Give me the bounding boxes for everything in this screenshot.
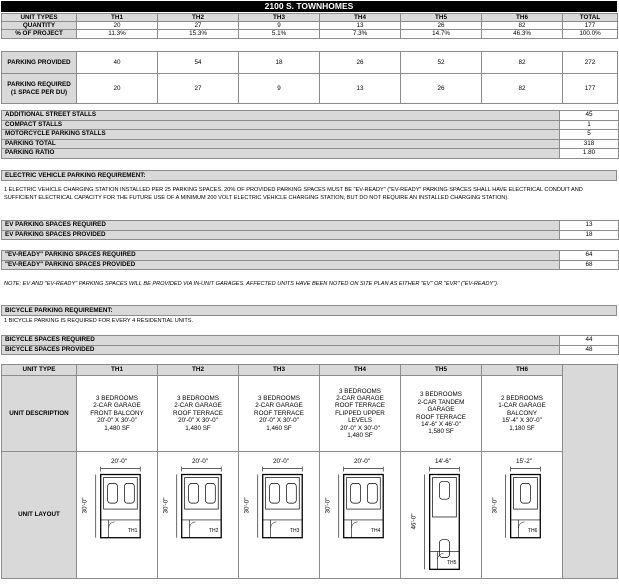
unit-description-line: ROOF TERRACE — [173, 409, 223, 417]
table-cell: 26 — [320, 52, 401, 74]
header-cell: TOTAL — [563, 14, 618, 22]
unit-mix-table — [1, 13, 618, 39]
table-cell: 26 — [401, 22, 482, 30]
plan-depth-dimension: 30'-0" — [81, 497, 89, 514]
plan-unit-tag: TH4 — [371, 528, 381, 534]
blank-cell — [563, 365, 618, 579]
ev-requirement-note: 1 ELECTRIC VEHICLE CHARGING STATION INSTALLED PER 25 PARKING SPACES. 20% OF PROVIDED PARKING SPACES MUST BE "EV-READY" ("EV-READY" PARKING SPACES SHALL HAVE ELECTRICAL CONDUIT AND SUFFICIENT ELECTRICAL CAPACITY FOR THE FUTURE USE OF A MINIMUM 200 VOLT ELECTRIC VEHICLE CHARGING STATION, BUT DO NOT REQUIRE AN INSTALLED CHARGING STATION). — [4, 187, 583, 201]
unit-description-line: 1,180 SF — [509, 424, 535, 432]
table-cell: 26 — [401, 74, 482, 104]
bicycle-note: 1 BICYCLE PARKING IS REQUIRED FOR EVERY 4 RESIDENTIAL UNITS. — [4, 318, 194, 324]
unit-description-label: UNIT DESCRIPTION — [2, 376, 77, 452]
ev-ready-value: 68 — [560, 260, 619, 270]
unit-description-line: 15'-4" X 30'-0" — [502, 417, 542, 425]
stall-row — [2, 130, 619, 140]
plan-unit-tag: TH6 — [528, 528, 538, 534]
plan-width-dimension: 15'-2" — [516, 458, 533, 465]
bicycle-label: BICYCLE SPACES PROVIDED — [2, 345, 560, 355]
ev-ready-row — [2, 260, 619, 270]
unit-description-cell — [158, 376, 239, 452]
unit-type-cell: TH2 — [158, 365, 239, 376]
unit-description-line: 2-CAR GARAGE — [336, 394, 384, 402]
table-cell: 272 — [563, 52, 618, 74]
ev-ready-label: "EV-READY" PARKING SPACES REQUIRED — [2, 251, 560, 261]
unit-description-line: 3 BEDROOMS — [339, 387, 381, 395]
unit-description-line: FLIPPED UPPER — [335, 409, 385, 417]
table-cell: 20 — [77, 22, 158, 30]
unit-description-line: 2-CAR TANDEM — [417, 398, 465, 406]
table-cell: 100.0% — [563, 30, 618, 38]
table-cell: 177 — [563, 74, 618, 104]
unit-description-line: ROOF TERRACE — [416, 413, 466, 421]
unit-layout-cell — [320, 452, 401, 579]
ev-value: 18 — [560, 230, 619, 240]
stall-value: 1.80 — [560, 149, 619, 159]
table-cell: 11.3% — [77, 30, 158, 38]
ev-label: EV PARKING SPACES PROVIDED — [2, 230, 560, 240]
table-cell: 18 — [239, 52, 320, 74]
ev-footnote: NOTE: EV AND "EV-READY" PARKING SPACES WILL BE PROVIDED VIA IN-UNIT GARAGES. AFFECTED UNITS HAVE BEEN NOTED ON SITE PLAN AS EITHER "EV" OR "EVR" ("EV-READY"). — [4, 281, 499, 287]
plan-width-dimension: 14'-6" — [435, 458, 452, 465]
bicycle-value: 44 — [560, 336, 619, 346]
stall-row — [2, 111, 619, 121]
header-cell: TH1 — [77, 14, 158, 22]
parking-required-row — [2, 74, 618, 104]
unit-layout-row — [2, 452, 618, 579]
table-cell: 82 — [482, 22, 563, 30]
stall-label: MOTORCYCLE PARKING STALLS — [2, 130, 560, 140]
table-cell: 9 — [239, 74, 320, 104]
stall-row — [2, 149, 619, 159]
ev-row — [2, 221, 619, 231]
unit-description-cell — [320, 376, 401, 452]
unit-description-line: LEVELS — [348, 417, 372, 425]
unit-layout-label: UNIT LAYOUT — [2, 452, 77, 579]
unit-description-line: ROOF TERRACE — [254, 409, 304, 417]
plan-depth-dimension: 30'-0" — [162, 497, 170, 514]
row-label: % OF PROJECT — [2, 30, 77, 38]
table-cell: 27 — [158, 22, 239, 30]
stall-row — [2, 139, 619, 149]
ev-label: EV PARKING SPACES REQUIRED — [2, 221, 560, 231]
table-cell: 52 — [401, 52, 482, 74]
stall-totals-table — [1, 110, 619, 159]
stall-label: PARKING TOTAL — [2, 139, 560, 149]
ev-ready-value: 64 — [560, 251, 619, 261]
plan-width-dimension: 20'-0" — [111, 458, 128, 465]
unit-description-line: 2-CAR GARAGE — [255, 402, 303, 410]
stall-value: 1 — [560, 120, 619, 130]
unit-description-line: 2 BEDROOMS — [501, 394, 543, 402]
plan-depth-dimension: 46'-0" — [410, 513, 418, 530]
unit-type-label: UNIT TYPE — [2, 365, 77, 376]
plan-outline — [430, 475, 460, 570]
stall-label: COMPACT STALLS — [2, 120, 560, 130]
table-cell: 54 — [158, 52, 239, 74]
unit-type-cell: TH3 — [239, 365, 320, 376]
bicycle-spaces-table — [1, 335, 619, 355]
unit-types-header-row — [2, 14, 618, 22]
plan-width-dimension: 20'-0" — [192, 458, 209, 465]
table-cell: 27 — [158, 74, 239, 104]
unit-layout-cell — [239, 452, 320, 579]
stall-value: 5 — [560, 130, 619, 140]
unit-floor-plan — [158, 452, 238, 578]
row-label: QUANTITY — [2, 22, 77, 30]
unit-description-line: 20'-0" X 30'-0" — [259, 417, 299, 425]
header-cell: TH3 — [239, 14, 320, 22]
table-cell: 15.3% — [158, 30, 239, 38]
row-label: PARKING PROVIDED — [2, 52, 77, 74]
unit-description-line: 1,480 SF — [347, 432, 373, 440]
unit-layout-cell — [401, 452, 482, 579]
unit-layout-cell — [77, 452, 158, 579]
bicycle-row — [2, 345, 619, 355]
plan-width-dimension: 20'-0" — [354, 458, 371, 465]
unit-description-line: 20'-0" X 30'-0" — [97, 417, 137, 425]
stall-label: PARKING RATIO — [2, 149, 560, 159]
unit-description-line: 3 BEDROOMS — [258, 394, 300, 402]
unit-description-cell — [239, 376, 320, 452]
unit-description-line: 20'-0" X 30'-0" — [340, 424, 380, 432]
table-cell: 177 — [563, 22, 618, 30]
stall-value: 318 — [560, 139, 619, 149]
unit-type-cell: TH1 — [77, 365, 158, 376]
header-cell: TH5 — [401, 14, 482, 22]
unit-type-cell: TH6 — [482, 365, 563, 376]
stall-row — [2, 120, 619, 130]
parking-provided-row — [2, 52, 618, 74]
unit-floor-plan — [482, 452, 562, 578]
plan-unit-tag: TH3 — [290, 528, 300, 534]
unit-description-line: GARAGE — [427, 406, 455, 414]
table-cell: 14.7% — [401, 30, 482, 38]
percent-row — [2, 30, 618, 38]
unit-description-line: 1,460 SF — [266, 424, 292, 432]
plan-depth-dimension: 30'-0" — [491, 497, 499, 514]
ev-row — [2, 230, 619, 240]
bicycle-heading: BICYCLE PARKING REQUIREMENT: — [1, 305, 617, 316]
unit-description-line: 1,480 SF — [104, 424, 130, 432]
ev-value: 13 — [560, 221, 619, 231]
table-cell: 7.3% — [320, 30, 401, 38]
unit-description-cell — [77, 376, 158, 452]
plan-width-dimension: 20'-0" — [273, 458, 290, 465]
unit-description-line: 2-CAR GARAGE — [93, 402, 141, 410]
unit-description-line: 1,580 SF — [428, 428, 454, 436]
parking-table — [1, 51, 618, 104]
unit-layout-cell — [482, 452, 563, 579]
unit-description-line: FRONT BALCONY — [90, 409, 144, 417]
unit-layout-cell — [158, 452, 239, 579]
table-cell: 46.3% — [482, 30, 563, 38]
table-cell: 13 — [320, 74, 401, 104]
ev-spaces-table — [1, 220, 619, 240]
unit-floor-plan — [320, 452, 400, 578]
unit-description-line: 1-CAR GARAGE — [498, 402, 546, 410]
unit-description-cell — [401, 376, 482, 452]
unit-description-line: 3 BEDROOMS — [177, 394, 219, 402]
bicycle-value: 48 — [560, 345, 619, 355]
header-cell: TH2 — [158, 14, 239, 22]
unit-type-cell: TH5 — [401, 365, 482, 376]
unit-description-line: 14'-6" X 46'-0" — [421, 420, 461, 428]
table-cell: 40 — [77, 52, 158, 74]
sheet-title: 2100 S. TOWNHOMES — [1, 1, 617, 12]
plan-depth-dimension: 30'-0" — [324, 497, 332, 514]
ev-heading: ELECTRIC VEHICLE PARKING REQUIREMENT: — [1, 170, 617, 181]
bicycle-label: BICYCLE SPACES REQUIRED — [2, 336, 560, 346]
unit-floor-plan — [239, 452, 319, 578]
plan-depth-dimension: 30'-0" — [243, 497, 251, 514]
bicycle-row — [2, 336, 619, 346]
row-label: PARKING REQUIRED (1 SPACE PER DU) — [2, 74, 77, 104]
ev-ready-label: "EV-READY" PARKING SPACES PROVIDED — [2, 260, 560, 270]
ev-ready-row — [2, 251, 619, 261]
plan-unit-tag: TH5 — [447, 560, 457, 566]
stall-value: 45 — [560, 111, 619, 121]
unit-description-cell — [482, 376, 563, 452]
unit-type-cell: TH4 — [320, 365, 401, 376]
quantity-row — [2, 22, 618, 30]
unit-type-row — [2, 365, 618, 376]
unit-matrix-table — [1, 364, 618, 579]
unit-description-line: 3 BEDROOMS — [96, 394, 138, 402]
unit-floor-plan — [77, 452, 157, 578]
header-cell: TH4 — [320, 14, 401, 22]
table-cell: 5.1% — [239, 30, 320, 38]
unit-description-line: 3 BEDROOMS — [420, 391, 462, 399]
unit-description-line: 2-CAR GARAGE — [174, 402, 222, 410]
header-cell: TH6 — [482, 14, 563, 22]
plan-unit-tag: TH2 — [209, 528, 219, 534]
unit-description-row — [2, 376, 618, 452]
unit-description-line: 1,480 SF — [185, 424, 211, 432]
table-cell: 20 — [77, 74, 158, 104]
table-cell: 9 — [239, 22, 320, 30]
header-cell: UNIT TYPES — [2, 14, 77, 22]
unit-description-line: ROOF TERRACE — [335, 402, 385, 410]
unit-description-line: 20'-0" X 30'-0" — [178, 417, 218, 425]
table-cell: 82 — [482, 74, 563, 104]
table-cell: 82 — [482, 52, 563, 74]
table-cell: 13 — [320, 22, 401, 30]
plan-unit-tag: TH1 — [128, 528, 138, 534]
unit-description-line: BALCONY — [506, 409, 538, 417]
ev-ready-spaces-table — [1, 250, 619, 270]
stall-label: ADDITIONAL STREET STALLS — [2, 111, 560, 121]
